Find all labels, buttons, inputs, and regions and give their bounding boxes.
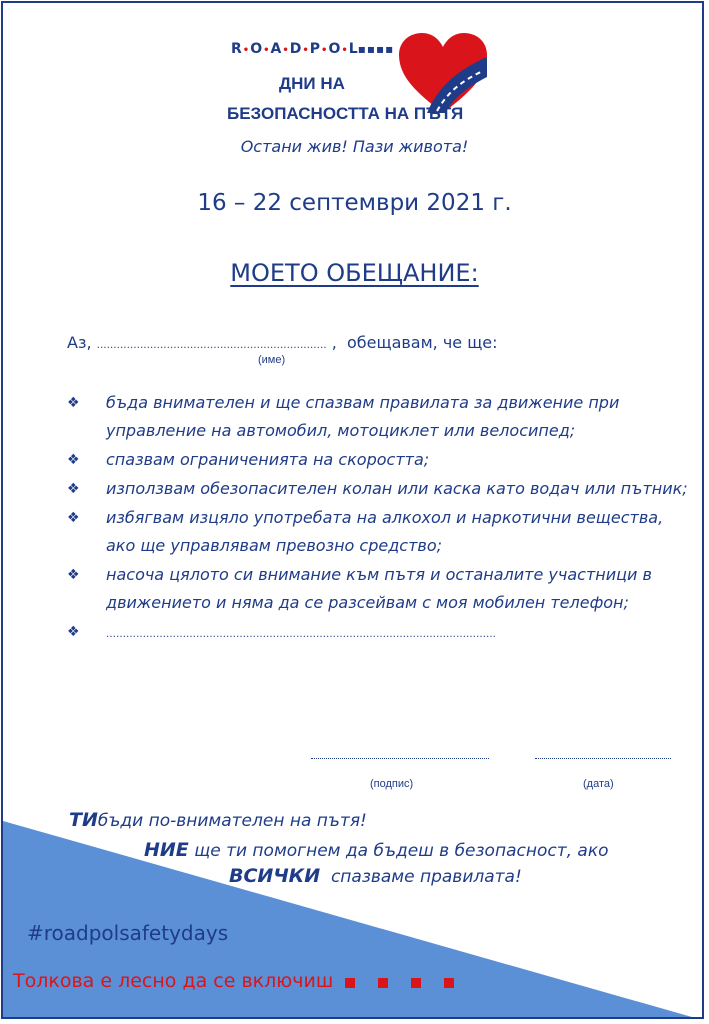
roadpol-logo-text: R•O•A•D•P•O•L▪▪▪▪	[231, 41, 395, 57]
diamond-bullet-icon: ❖	[67, 452, 80, 468]
list-item-blank	[67, 618, 697, 649]
name-blank-field[interactable]: ……………………………………………………………	[96, 340, 327, 351]
hashtag: #roadpolsafetydays	[27, 921, 229, 945]
red-square-icon	[444, 978, 454, 988]
pledge-intro-line: Аз, …………………………………………………………… , обещавам, че ще:	[67, 333, 498, 352]
cta-line-2: НИЕ ще ти помогнем да бъдеш в безопасност, ако	[144, 839, 609, 861]
list-item: ❖ използвам обезопасителен колан или каска като водач или пътник;	[67, 475, 697, 503]
signature-label: (подпис)	[370, 778, 414, 790]
list-item: ❖ бъда внимателен и ще спазвам правилата за движение при управление на автомобил, мотоциклет или велосипед;	[67, 389, 697, 445]
list-item: ❖ насоча цялото си внимание към пътя и останалите участници в движението и няма да се разсейвам с моя мобилен телефон;	[67, 561, 697, 617]
custom-promise-blank-field[interactable]: ………………………………………………………………………………………………………	[106, 629, 496, 640]
pledge-title: МОЕТО ОБЕЩАНИЕ:	[230, 259, 479, 287]
promise-list	[67, 389, 697, 650]
diamond-bullet-icon: ❖	[67, 481, 80, 497]
event-dates: 16 – 22 септември 2021 г.	[197, 190, 512, 216]
date-label: (дата)	[583, 778, 614, 790]
date-blank-field[interactable]	[535, 758, 671, 759]
list-item: ❖ спазвам ограниченията на скоростта;	[67, 446, 697, 474]
safety-days-heading: ДНИ НА БЕЗОПАСНОСТТА НА ПЪТЯ	[227, 74, 464, 123]
name-hint-label: (име)	[258, 354, 286, 366]
cta-line-3: ВСИЧКИ спазваме правилата!	[229, 865, 522, 887]
signature-blank-field[interactable]	[311, 758, 489, 759]
red-square-icon	[378, 978, 388, 988]
diamond-bullet-icon: ❖	[67, 510, 80, 526]
list-item: ❖ избягвам изцяло употребата на алкохол и наркотични вещества, ако ще управлявам превозно средство;	[67, 504, 697, 560]
diamond-bullet-icon: ❖	[67, 567, 80, 583]
poster-frame	[1, 1, 704, 1019]
cta-line-1: ТИбъди по-внимателен на пътя!	[69, 809, 367, 831]
footer-call-to-join: Толкова е лесно да се включиш	[13, 970, 454, 992]
diamond-bullet-icon: ❖	[67, 624, 80, 640]
red-square-icon	[345, 978, 355, 988]
slogan: Остани жив! Пази живота!	[240, 137, 469, 156]
red-square-icon	[411, 978, 421, 988]
diamond-bullet-icon: ❖	[67, 395, 80, 411]
